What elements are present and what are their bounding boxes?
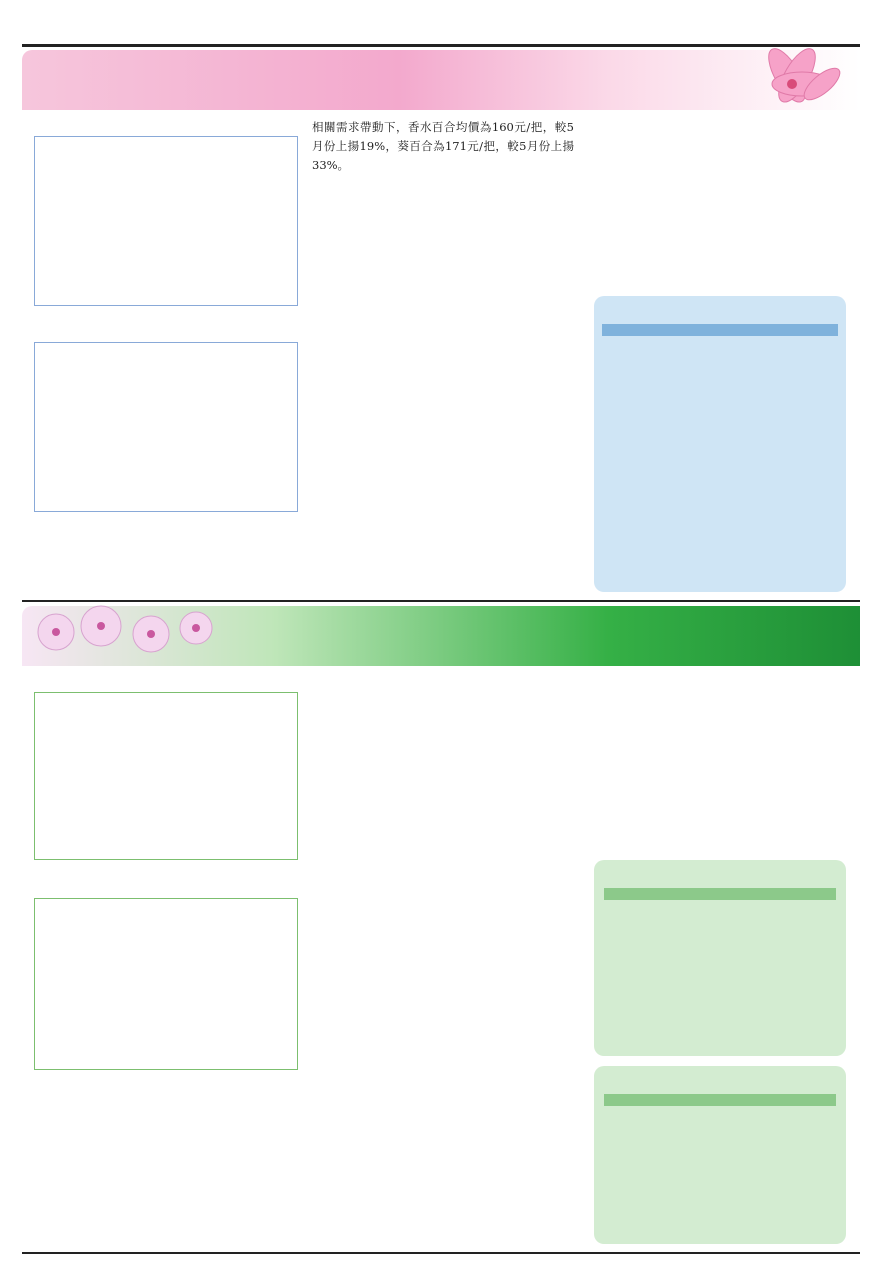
pot-chart2-svg <box>35 899 297 1069</box>
cut-column2 <box>312 118 574 598</box>
cut-chart1-svg <box>35 137 297 305</box>
cut-rank-table <box>602 324 838 336</box>
pot-rank1-table <box>604 888 836 900</box>
lily-paragraph-cont: 相關需求帶動下，香水百合均價為160元/把，較5月份上揚19%，葵百合為171元/把，較5月份上揚33%。 <box>312 120 574 172</box>
orchid-flower-icon <box>26 602 226 672</box>
pot-chart2 <box>34 898 298 1070</box>
pot-column2 <box>312 672 574 1250</box>
cut-rank-card <box>594 296 846 592</box>
count-col-header <box>779 324 838 336</box>
pot-rank2-col-rank <box>604 1094 662 1106</box>
pot-column3 <box>588 672 850 848</box>
bottom-rule <box>22 1252 860 1254</box>
pot-column1-text <box>34 1078 296 1248</box>
pot-rank2-card <box>594 1066 846 1244</box>
pot-rank2-table <box>604 1094 836 1106</box>
pot-chart1 <box>34 692 298 860</box>
cut-chart1 <box>34 136 298 306</box>
cut-column3 <box>588 118 850 298</box>
masthead <box>0 0 880 46</box>
pot-chart1-svg <box>35 693 297 859</box>
pot-rank2-col-pots <box>778 1094 836 1106</box>
pot-rank1-col-pots <box>778 888 836 900</box>
potted-banner <box>22 606 860 666</box>
pot-rank2-col-code <box>662 1094 720 1106</box>
pot-rank1-col-code <box>662 888 720 900</box>
pot-rank2-col-name <box>720 1094 778 1106</box>
rank-col-header <box>602 324 661 336</box>
cut-chart2 <box>34 342 298 512</box>
lily-flower-icon <box>732 44 852 114</box>
cut-flower-banner <box>22 50 860 110</box>
code-col-header <box>661 324 720 336</box>
pot-rank1-col-name <box>720 888 778 900</box>
pot-rank1-col-rank <box>604 888 662 900</box>
pot-rank1-card <box>594 860 846 1056</box>
cut-chart2-svg <box>35 343 297 511</box>
unit-col-header <box>720 324 779 336</box>
lily-paragraph-part1 <box>34 556 296 596</box>
